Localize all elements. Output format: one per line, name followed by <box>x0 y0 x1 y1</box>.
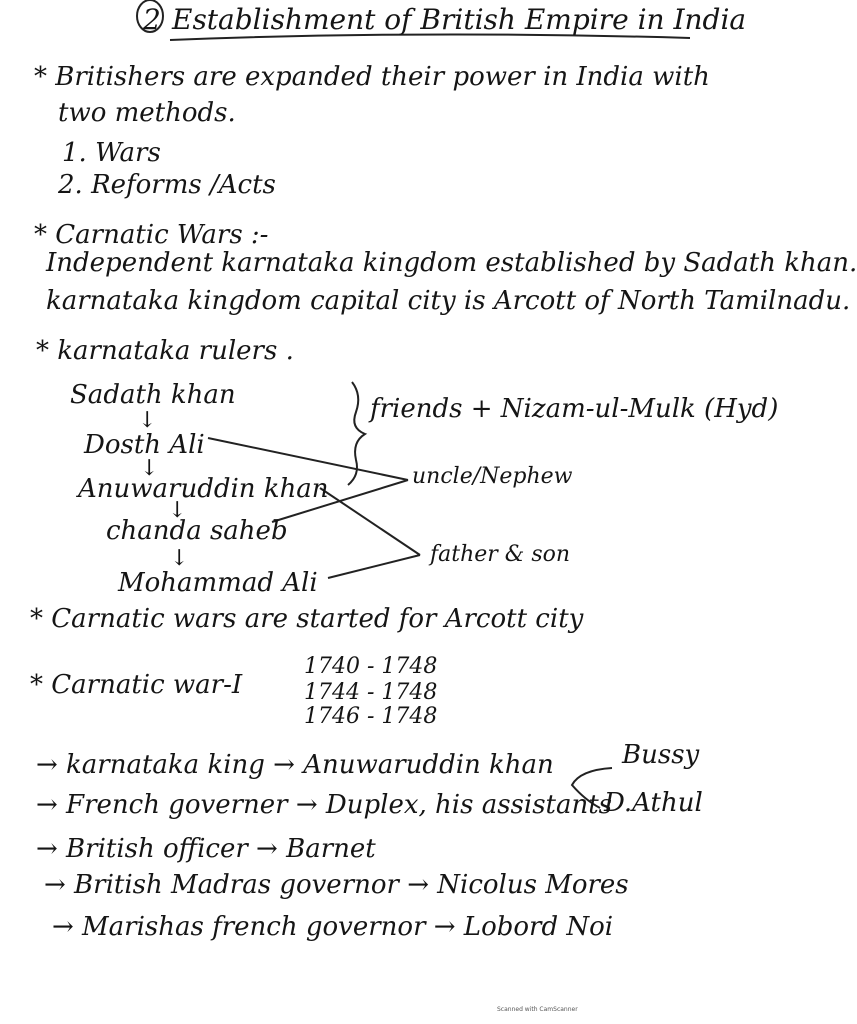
fact-line: → French governer → Duplex, his assistants <box>36 790 613 820</box>
method-item: 1. Wars <box>62 138 161 168</box>
assistant-name: D.Athul <box>604 788 703 818</box>
war-year: 1744 - 1748 <box>304 680 438 705</box>
arrow-down-icon: ↓ <box>170 546 189 571</box>
note-uncle-nephew: uncle/Nephew <box>412 464 573 489</box>
war-year: 1740 - 1748 <box>304 654 438 679</box>
ruler-name: Dosth Ali <box>84 430 205 460</box>
assistant-name: Bussy <box>622 740 700 770</box>
note-friends: friends + Nizam-ul-Mulk (Hyd) <box>370 394 779 424</box>
ruler-name: Mohammad Ali <box>118 568 318 598</box>
ruler-name: Sadath khan <box>70 380 236 410</box>
rulers-heading: * karnataka rulers . <box>36 336 294 366</box>
page-title: Establishment of British Empire in India <box>172 3 747 36</box>
arrow-down-icon: ↓ <box>140 456 159 481</box>
war-year: 1746 - 1748 <box>304 704 438 729</box>
arrow-down-icon: ↓ <box>138 408 157 433</box>
wars-started-line: * Carnatic wars are started for Arcott city <box>30 604 584 634</box>
fact-line: → British Madras governor → Nicolus Mores <box>44 870 629 900</box>
heading-number: 2 <box>143 3 161 36</box>
fact-line: → Marishas french governor → Lobord Noi <box>52 912 614 942</box>
carnatic-heading: * Carnatic Wars :- <box>34 220 269 250</box>
intro-line-2: two methods. <box>58 98 236 128</box>
intro-line-1: * Britishers are expanded their power in India with <box>34 62 710 92</box>
carnatic-line-2: karnataka kingdom capital city is Arcott of North Tamilnadu. <box>46 286 851 316</box>
method-item: 2. Reforms /Acts <box>58 170 276 200</box>
arrow-down-icon: ↓ <box>168 498 187 523</box>
fact-line: → British officer → Barnet <box>36 834 376 864</box>
note-father-son: father & son <box>430 542 571 567</box>
war1-heading: * Carnatic war-I <box>30 670 243 700</box>
scanner-footer: Scanned with CamScanner <box>497 1006 578 1013</box>
fact-line: → karnataka king → Anuwaruddin khan <box>36 750 554 780</box>
ruler-name: chanda saheb <box>106 516 288 546</box>
ruler-name: Anuwaruddin khan <box>78 474 329 504</box>
carnatic-line-1: Independent karnataka kingdom established by Sadath khan. <box>46 248 857 278</box>
